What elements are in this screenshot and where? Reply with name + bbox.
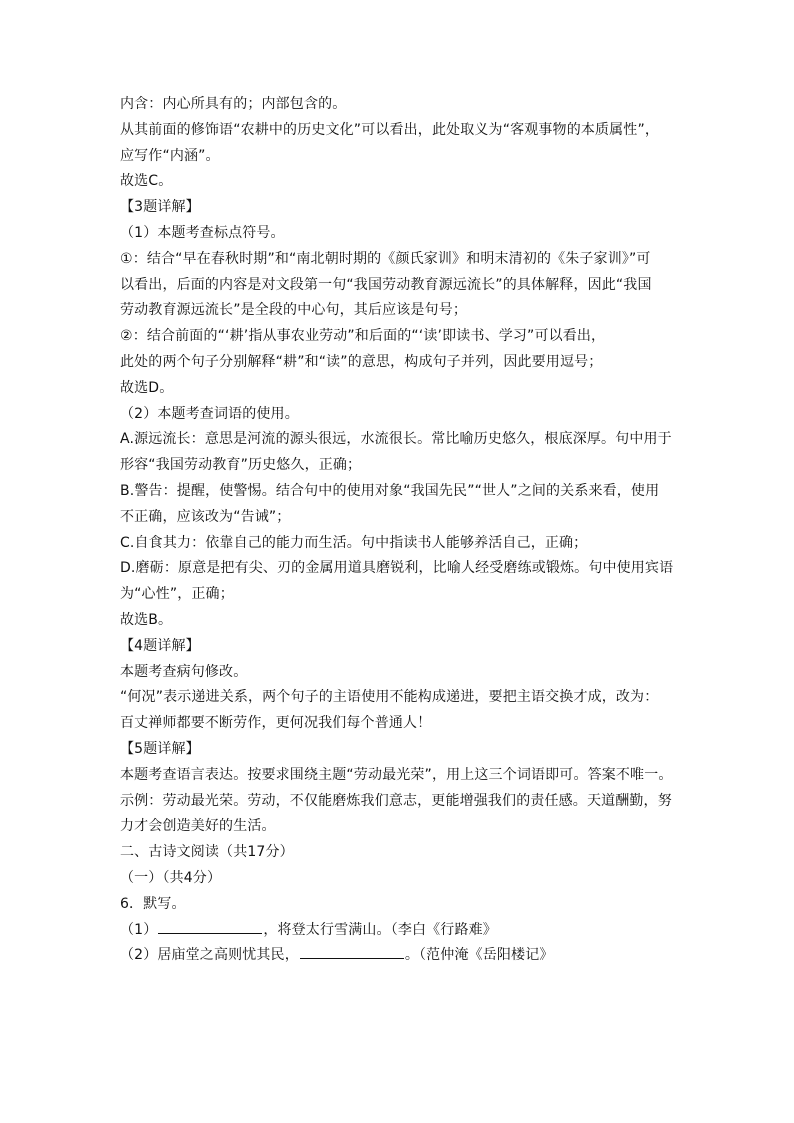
text-line: ②：结合前面的“‘耕’指从事农业劳动”和后面的“‘读’即读书、学习”可以看出， [120,328,606,345]
question-1-prefix: （1） [120,921,158,938]
section-heading: 【4题详解】 [120,637,200,654]
text-line: 应写作“内涵”。 [120,147,220,164]
text-line: B.警告：提醒，使警惕。结合句中的使用对象“我国先民”“世人”之间的关系来看，使用 [120,482,660,499]
text-line: 6．默写。 [120,895,186,912]
text-line: 不正确，应该改为“告诫”； [120,508,291,525]
text-line: 力才会创造美好的生活。 [120,818,276,835]
text-line: 故选D。 [120,379,174,396]
text-line: 故选B。 [120,611,173,628]
section-heading: 【5题详解】 [120,740,200,757]
text-line: D.磨砺：原意是把有尖、刃的金属用道具磨锐利，比喻人经受磨练或锻炼。句中使用宾语 [120,560,674,577]
text-line: A.源远流长：意思是河流的源头很远，水流很长。常比喻历史悠久，根底深厚。句中用于 [120,431,672,448]
text-line: ①：结合“早在春秋时期”和“南北朝时期的《颜氏家训》和明末清初的《朱子家训》”可 [120,250,651,267]
answer-blank-1[interactable] [158,919,262,934]
text-line: 二、古诗文阅读（共17分） [120,844,294,861]
question-1-suffix: ，将登太行雪满山。（李白《行路难》 [263,921,497,938]
question-2-suffix: 。（范仲淹《岳阳楼记》 [404,947,554,964]
fill-in-question-1 [120,918,680,944]
document-page [120,92,680,969]
text-line: 此处的两个句子分别解释“耕”和“读”的意思，构成句子并列，因此要用逗号； [120,353,603,370]
fill-in-question-2 [120,943,680,969]
text-line: 百丈禅师都要不断劳作，更何况我们每个普通人！ [120,715,432,732]
text-line: 从其前面的修饰语“农耕中的历史文化”可以看出，此处取义为“客观事物的本质属性”， [120,121,660,138]
text-line: 以看出，后面的内容是对文段第一句“我国劳动教育源远流长”的具体解释，因此“我国 [120,276,652,293]
question-2-prefix: （2）居庙堂之高则忧其民， [120,947,299,964]
text-line: 故选C。 [120,173,173,190]
text-line: 形容“我国劳动教育”历史悠久，正确； [120,457,362,474]
text-line: C.自食其力：依靠自己的能力而生活。句中指读书人能够养活自己，正确； [120,534,588,551]
text-line: 为“心性”，正确； [120,586,234,603]
text-line: （一）（共4分） [120,869,222,886]
text-line: （2）本题考查词语的使用。 [120,405,299,422]
text-line: 内含：内心所具有的；内部包含的。 [120,96,347,112]
text-line: 示例：劳动最光荣。劳动，不仅能磨炼我们意志，更能增强我们的责任感。天道酬勤，努 [120,792,672,809]
text-line: 劳动教育源远流长”是全段的中心句，其后应该是句号； [120,302,468,319]
text-line: 本题考查语言表达。按要求围绕主题“劳动最光荣”，用上这三个词语即可。答案不唯一。 [120,766,673,783]
text-line: （1）本题考查标点符号。 [120,224,285,241]
text-line: “何况”表示递进关系，两个句子的主语使用不能构成递进，要把主语交换才成，改为： [120,689,659,706]
text-line: 本题考查病句修改。 [120,663,248,680]
section-heading: 【3题详解】 [120,199,200,216]
answer-blank-2[interactable] [300,944,404,959]
